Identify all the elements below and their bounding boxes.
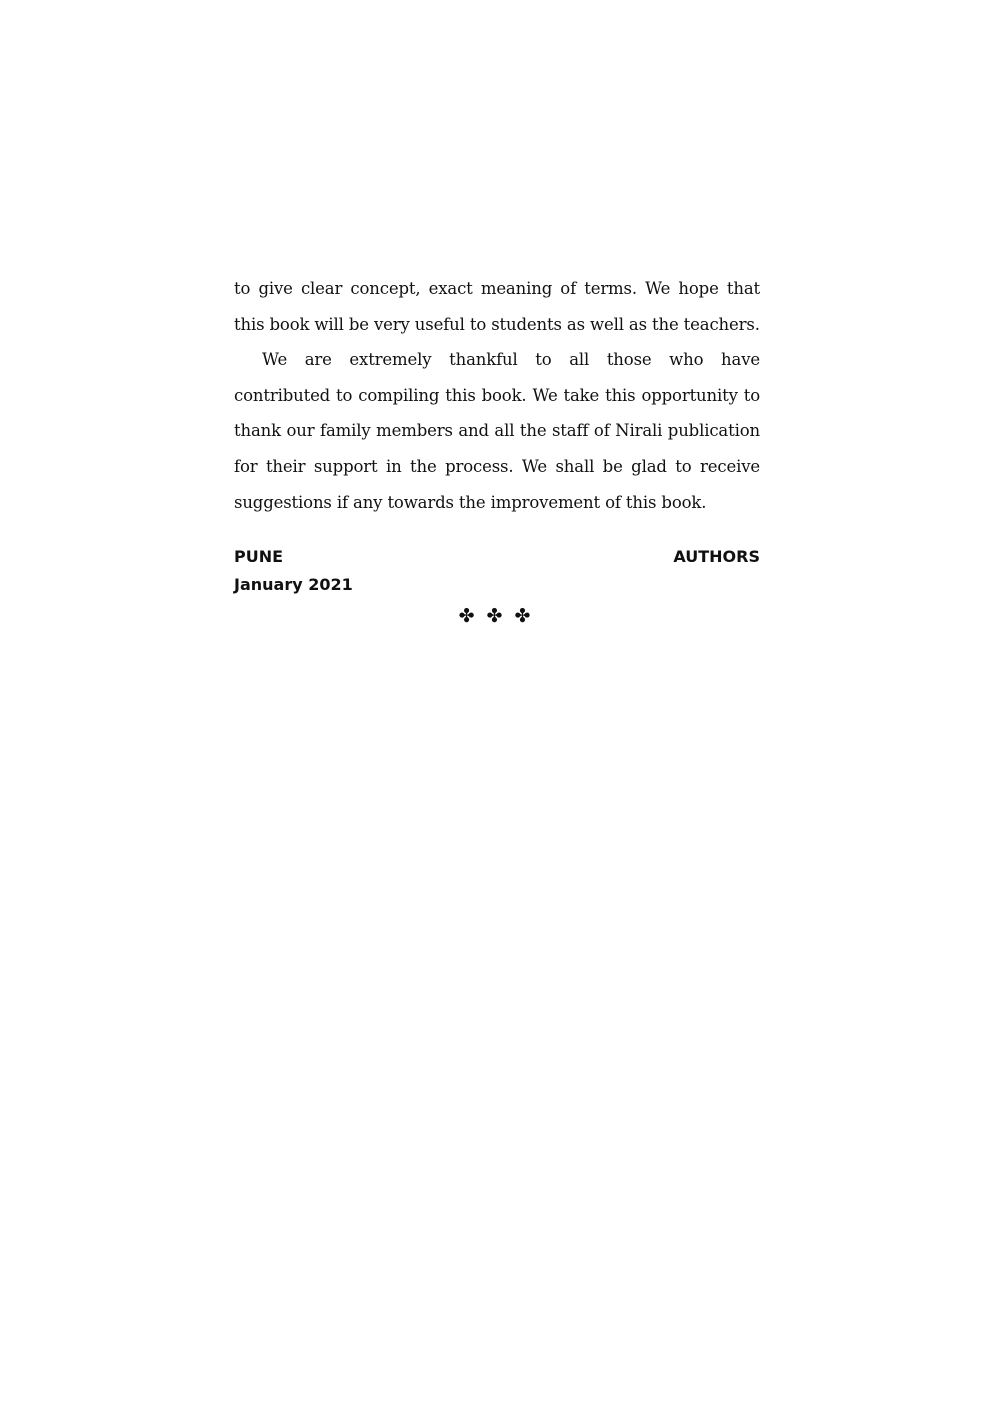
place-label: PUNE <box>234 547 284 566</box>
paragraph-acknowledgement: We are extremely thankful to all those who have contributed to compiling this book. We take this opportunity to thank our family members and all the staff of Nirali publication for their support in the process. We shall be glad to receive suggestions if any towards the improvement of this book. <box>234 350 760 512</box>
authors-label: AUTHORS <box>673 547 760 566</box>
signoff-row <box>234 547 760 567</box>
end-ornament-icon: ✤ ✤ ✤ <box>458 605 534 627</box>
preface-text <box>234 271 760 520</box>
date-row <box>234 575 760 595</box>
date-label: January 2021 <box>234 575 353 594</box>
paragraph-continuation: to give clear concept, exact meaning of terms. We hope that this book will be very useful to students as well as the teachers. <box>234 279 760 334</box>
